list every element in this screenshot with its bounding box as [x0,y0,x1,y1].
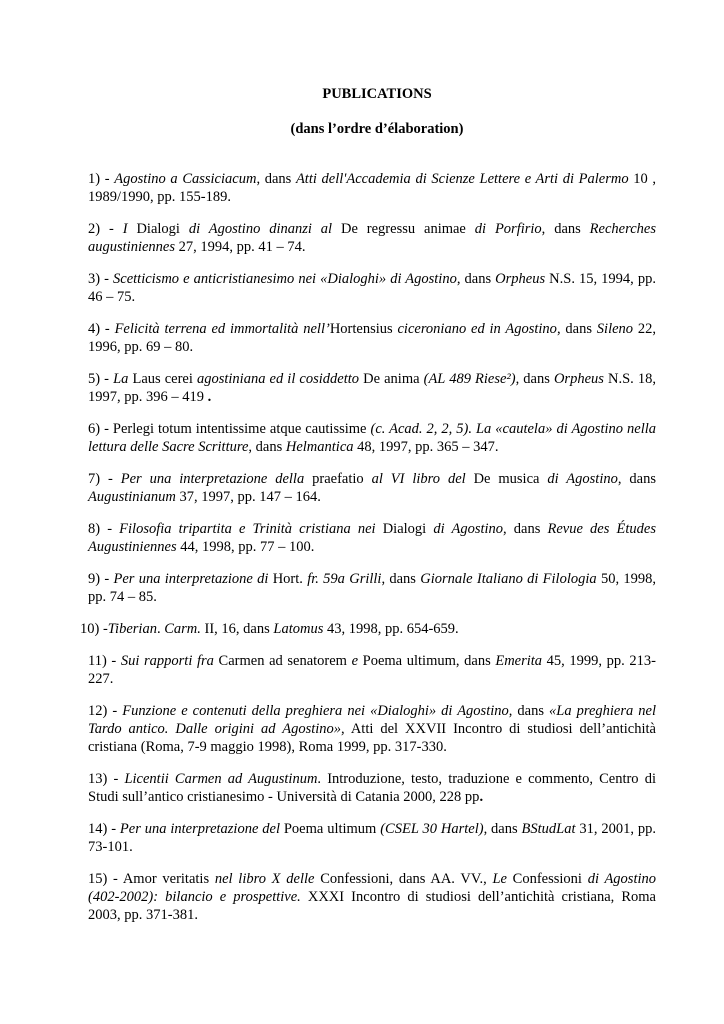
publication-entry [88,770,656,806]
entry-number: 15) - [88,871,123,887]
page-title: PUBLICATIONS [322,86,432,102]
entry-number: 4) - [88,321,115,337]
entry-text: De anima [359,371,424,387]
entry-text: , dans [541,221,590,237]
entry-number: 13) - [88,771,125,787]
entry-text: . Introduzione, testo, traduzione e commento, Centro di Studi sull’antico cristianesimo - Università di Catania 2000, 228 pp [88,771,656,805]
entry-text: Confessioni [506,871,588,887]
entry-text: 37, 1997, pp. 147 – 164. [175,489,321,505]
entry-text: XXXI Incontro di studiosi dell’antichità cristiana, Roma 2003, pp. 371-381. [88,889,656,923]
entry-text: N.S. 15, 1994, pp. 46 – 75. [88,271,656,305]
entry-text: . [207,389,212,405]
entry-italic-text: Agostino a Cassiciacum [114,171,257,187]
entry-text: Hortensius [329,321,398,337]
entry-text: , dans [381,571,421,587]
publication-entry [88,420,656,456]
entry-italic-text: Per una interpretazione della [120,471,305,487]
publication-list [80,170,657,938]
entry-number: 14) - [88,821,120,837]
entry-text: , Atti del XXVII Incontro di studiosi dell’antichità cristiana (Roma, 7-9 maggio 1998), Roma 1999, pp. 317-330. [88,721,656,755]
entry-text: 27, 1994, pp. 41 – 74. [175,239,306,255]
entry-text: 44, 1998, pp. 77 – 100. [176,539,315,555]
entry-text: , dans [508,703,550,719]
entry-number: 12) - [88,703,123,719]
entry-text: , dans [248,439,286,455]
entry-number: 1) - [88,171,115,187]
entry-italic-text: (AL 489 Riese²) [423,371,516,387]
entry-italic-text: Licentii Carmen ad Augustinum [124,771,318,787]
entry-italic-text: al VI libro del [371,471,466,487]
entry-italic-text: Per una interpretazione di [113,571,269,587]
entry-text: 48, 1997, pp. 365 – 347. [353,439,499,455]
entry-italic-text: Orpheus [553,371,604,387]
entry-text: 10 , 1989/1990, pp. 155-189. [88,171,656,205]
entry-text: Poema ultimum [279,821,381,837]
entry-number: 2) - [88,221,123,237]
entry-italic-text: Felicità terrena ed immortalità nell’ [114,321,330,337]
entry-text: . [156,621,165,637]
entry-text: Carmen ad senatorem [213,653,352,669]
entry-italic-text: I [122,221,128,237]
entry-italic-text: «La preghiera nel Tardo antico. Dalle origini ad Agostino» [88,703,656,737]
entry-text: 45, 1999, pp. 213-227. [88,653,657,687]
entry-text: Perlegi totum intentissime atque cautissime [112,421,371,437]
publication-entry [88,652,656,688]
entry-text: Hort. [268,571,308,587]
entry-italic-text: Sui rapporti fra [120,653,214,669]
entry-italic-text: Revue des Études Augustiniennes [88,521,656,555]
entry-text: II, 16, dans [200,621,274,637]
entry-italic-text: Emerita [495,653,543,669]
publication-entry [88,370,656,406]
entry-number: 11) - [88,653,121,669]
entry-text: Laus cerei [128,371,197,387]
publication-entry [88,820,656,856]
entry-text: , dans [503,521,548,537]
entry-italic-text: di Agostino [547,471,618,487]
entry-number: 5) - [88,371,114,387]
publication-entry [88,220,656,256]
entry-italic-text: di Agostino dinanzi al [188,221,333,237]
entry-text: 31, 2001, pp. 73-101. [88,821,656,855]
publication-entry [88,470,656,506]
publication-entry [88,170,656,206]
entry-text: 50, 1998, pp. 74 – 85. [88,571,656,605]
entry-text: , dans [256,171,296,187]
entry-italic-text: Filosofia tripartita e Trinità cristiana nei [119,521,376,537]
entry-italic-text: fr. 59a Grilli [307,571,382,587]
entry-text: , dans [556,321,597,337]
entry-italic-text: Le [492,871,507,887]
entry-italic-text: (c. Acad. 2, 2, 5). La «cautela» di Agostino nella lettura delle Sacre Scritture [88,421,656,455]
entry-number: 10) - [80,621,108,637]
entry-italic-text: e [351,653,359,669]
publication-entry [88,270,656,306]
entry-number: 7) - [88,471,121,487]
entry-text: Amor veritatis [122,871,215,887]
entry-italic-text: Orpheus [495,271,546,287]
entry-italic-text: Latomus [273,621,324,637]
entry-text: De regressu animae [332,221,475,237]
entry-italic-text: Recherches augustiniennes [88,221,656,255]
entry-italic-text: Augustinianum [88,489,176,505]
entry-text: 22, 1996, pp. 69 – 80. [88,321,656,355]
entry-text: , dans [456,271,496,287]
entry-number: 6) - [88,421,113,437]
entry-italic-text: nel libro X delle [214,871,315,887]
entry-italic-text: agostiniana ed il cosiddetto [196,371,360,387]
entry-text: Poema ultimum, dans [358,653,496,669]
entry-italic-text: di Agostino [433,521,504,537]
entry-italic-text: Carm. [164,621,201,637]
entry-text: Confessioni, dans AA. VV., [314,871,493,887]
publication-entry [88,702,656,756]
entry-italic-text: ciceroniano ed in Agostino [397,321,557,337]
entry-italic-text: Scetticismo e anticristianesimo nei «Dialoghi» di Agostino [113,271,457,287]
entry-italic-text: BStudLat [521,821,576,837]
publication-entry [88,320,656,356]
entry-text: , dans [617,471,656,487]
entry-text: De musica [465,471,548,487]
publication-entry [88,870,656,924]
entry-text: N.S. 18, 1997, pp. 396 – 419 [88,371,656,405]
entry-number: 9) - [88,571,114,587]
entry-italic-text: Atti dell'Accademia di Scienze Lettere e Arti di Palermo [295,171,629,187]
entry-italic-text: La [113,371,129,387]
publication-entry [88,520,656,556]
entry-text: , dans [483,821,522,837]
entry-italic-text: Helmantica [285,439,354,455]
publication-entry [80,620,656,638]
publication-entry [88,570,656,606]
entry-text: praefatio [304,471,372,487]
entry-text: . [479,789,484,805]
page-subtitle: (dans l’ordre d’élaboration) [290,121,464,137]
entry-text: , dans [515,371,554,387]
entry-italic-text: Sileno [596,321,634,337]
entry-text: Dialogi [375,521,434,537]
entry-italic-text: di Porfirio [474,221,542,237]
entry-number: 3) - [88,271,114,287]
entry-italic-text: (CSEL 30 Hartel) [380,821,484,837]
entry-italic-text: Funzione e contenuti della preghiera nei «Dialoghi» di Agostino [122,703,509,719]
entry-italic-text: Giornale Italiano di Filologia [420,571,597,587]
entry-text: 43, 1998, pp. 654-659. [323,621,459,637]
entry-italic-text: Per una interpretazione del [119,821,280,837]
entry-italic-text: di Agostino (402-2002): bilancio e prospettive. [88,871,657,905]
entry-text: Dialogi [127,221,189,237]
entry-number: 8) - [88,521,120,537]
entry-italic-text: Tiberian [107,621,157,637]
